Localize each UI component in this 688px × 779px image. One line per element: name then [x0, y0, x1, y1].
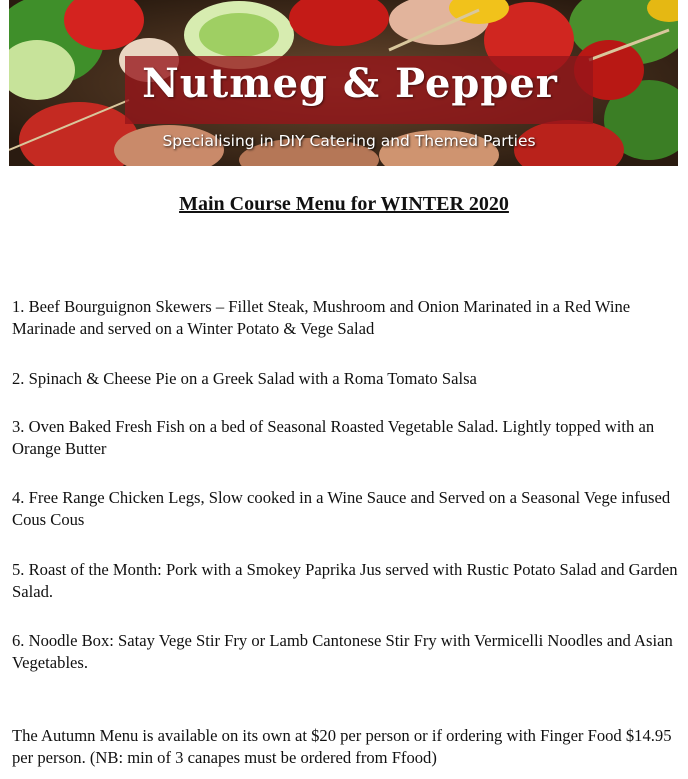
menu-item-4: 4. Free Range Chicken Legs, Slow cooked in a Wine Sauce and Served on a Seasonal Vege infused Cous Cous	[12, 488, 671, 529]
menu-item-2: 2. Spinach & Cheese Pie on a Greek Salad with a Roma Tomato Salsa	[12, 369, 477, 388]
menu-item-6: 6. Noodle Box: Satay Vege Stir Fry or Lamb Cantonese Stir Fry with Vermicelli Noodles and Asian Vegetables.	[12, 631, 673, 672]
brand-title: Nutmeg & Pepper	[142, 60, 558, 107]
brand-subtitle: Specialising in DIY Catering and Themed Parties	[162, 132, 536, 150]
menu-item-3: 3. Oven Baked Fresh Fish on a bed of Seasonal Roasted Vegetable Salad. Lightly topped with an Orange Butter	[12, 417, 655, 458]
menu-item-1: 1. Beef Bourguignon Skewers – Fillet Steak, Mushroom and Onion Marinated in a Red Wine Marinade and served on a Winter Potato & Vege Salad	[12, 297, 631, 338]
menu-item-5: 5. Roast of the Month: Pork with a Smokey Paprika Jus served with Rustic Potato Salad and Garden Salad.	[12, 560, 678, 601]
menu-footer-note: The Autumn Menu is available on its own at $20 per person or if ordering with Finger Food $14.95 per person. (NB: min of 3 canapes must be ordered from Ffood)	[12, 726, 672, 767]
menu-heading: Main Course Menu for WINTER 2020	[179, 193, 509, 215]
